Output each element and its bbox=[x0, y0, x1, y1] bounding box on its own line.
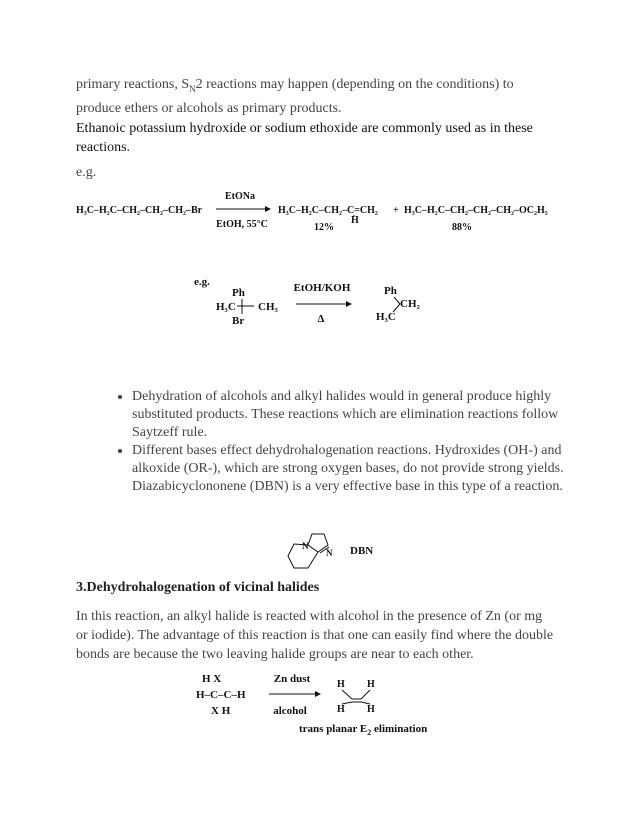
reaction2-eg: e.g. bbox=[194, 276, 210, 288]
reaction3-middle-row: H–C–C–H bbox=[196, 689, 246, 701]
section-heading: 3.Dehydrohalogenation of vicinal halides bbox=[76, 580, 320, 595]
reaction3-h-top-left: H bbox=[337, 679, 345, 690]
reaction3-h-bottom-right: H bbox=[367, 704, 375, 715]
reaction2-arrow-head bbox=[346, 301, 352, 307]
paragraph-bases: Ethanoic potassium hydroxide or sodium ethoxide are commonly used as in these reactions. bbox=[76, 121, 533, 155]
dbn-structure bbox=[282, 528, 392, 576]
bullet-item-dehydration: • Dehydration of alcohols and alkyl halides would in general produce highly substituted products. These reactions which are elimination reactions follow Saytzeff rule. bbox=[132, 388, 572, 442]
reaction1-reactant: H₃C–H₂C–CH₂–CH₂–CH₂–Br bbox=[76, 205, 203, 216]
reaction1-product1: H₃C–H₂C–CH₂–C=CH₂ bbox=[278, 205, 378, 216]
reaction1-reagent-top: EtONa bbox=[225, 191, 255, 202]
reaction3-top-row: H X bbox=[202, 673, 222, 685]
reaction3-caption: trans planar $E_2$ elimination bbox=[299, 723, 428, 737]
reaction-2-scheme bbox=[190, 272, 450, 332]
reaction3-h-top-right: H bbox=[367, 679, 375, 690]
dbn-n2: N bbox=[326, 548, 333, 558]
reaction2-product-h3c: H₃C bbox=[376, 311, 396, 323]
reaction1-yield2: 88% bbox=[452, 222, 472, 233]
reaction2-h3c: H₃C bbox=[216, 301, 236, 313]
reaction2-ph: Ph bbox=[232, 287, 245, 299]
reaction3-arrow-head bbox=[315, 691, 321, 697]
paragraph-sn2: primary reactions, $S_N2$ reactions may happen (depending on the conditions) to produce ethers or alcohols as primary products. bbox=[76, 77, 514, 116]
reaction1-reagent-bottom: EtOH, 55°C bbox=[216, 219, 268, 230]
dbn-n1: N bbox=[302, 541, 309, 551]
reaction2-product-ch2: CH₂ bbox=[400, 298, 420, 310]
reaction1-arrow-head bbox=[265, 206, 271, 212]
dbn-label: DBN bbox=[350, 545, 374, 557]
reaction1-yield1: 12% bbox=[314, 222, 334, 233]
eg-label: e.g. bbox=[76, 165, 97, 180]
reaction-1-scheme bbox=[70, 185, 570, 240]
reaction3-bond-3 bbox=[342, 702, 352, 704]
reaction3-bond-2 bbox=[361, 690, 370, 699]
reaction1-product2: H₃C–H₂C–CH₂–CH₂–CH₂–OC₂H₅ bbox=[404, 205, 548, 216]
reaction-3-scheme bbox=[195, 668, 445, 743]
bullet-item-bases: • Different bases effect dehydrohalogenation reactions. Hydroxides (OH-) and alkoxide (OR-), which are strong oxygen bases, do not provide strong yields. Diazabicyclononene (DBN) is a very effective base in this type of a reaction. bbox=[132, 442, 572, 496]
reaction2-reagent-bottom: Δ bbox=[317, 313, 325, 325]
bullet-list bbox=[112, 388, 572, 496]
reaction3-bond-4 bbox=[361, 702, 370, 704]
reaction2-product-ph: Ph bbox=[384, 285, 397, 297]
reaction3-bottom-row: X H bbox=[211, 705, 231, 717]
reaction3-h-bottom-left: H bbox=[337, 704, 345, 715]
reaction3-bond-1 bbox=[342, 690, 352, 699]
reaction3-reagent-top: Zn dust bbox=[273, 673, 311, 685]
reaction1-product1-h: H bbox=[351, 215, 359, 226]
paragraph-vicinal: In this reaction, an alkyl halide is reacted with alcohol in the presence of Zn (or mg or iodide). The advantage of this reaction is that one can easily find where the double bonds are because the two leaving halide groups are near to each other. bbox=[76, 609, 554, 662]
reaction2-br: Br bbox=[232, 315, 245, 327]
reaction2-ch3: CH₃ bbox=[258, 301, 278, 313]
reaction3-reagent-bottom: alcohol bbox=[273, 705, 307, 717]
reaction2-reagent-top: EtOH/KOH bbox=[293, 282, 351, 294]
reaction1-plus: + bbox=[393, 205, 399, 216]
